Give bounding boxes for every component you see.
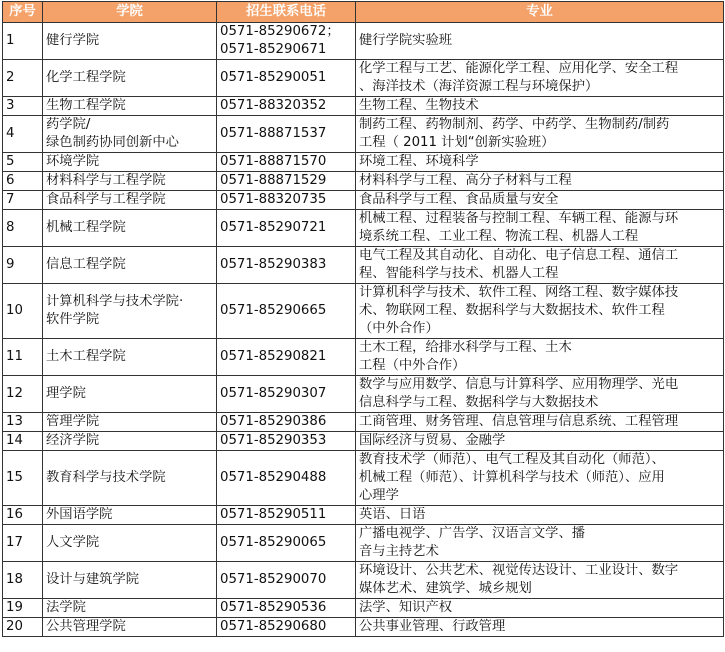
cell-no: 6: [3, 172, 43, 191]
cell-college-line: 经济学院: [46, 433, 100, 448]
cell-college-line: 计算机科学与技术学院·: [46, 294, 184, 309]
cell-phone: [217, 116, 356, 153]
cell-major-line: 食品科学与工程、食品质量与安全: [359, 192, 559, 207]
table-row: [3, 97, 724, 116]
cell-phone: [217, 432, 356, 451]
table-row: [3, 413, 724, 432]
cell-phone-line: 0571-85290671: [220, 42, 327, 57]
cell-college-line: 食品科学与工程学院: [46, 192, 166, 207]
cell-no: 17: [3, 525, 43, 562]
cell-phone: [217, 191, 356, 210]
cell-major-line: 材料科学与工程、高分子材料与工程: [359, 173, 572, 188]
cell-phone-line: 0571-85290065: [220, 535, 327, 550]
cell-college-line: 公共管理学院: [46, 619, 126, 634]
table-row: [3, 191, 724, 210]
header-college: 学院: [43, 2, 217, 23]
cell-college-line: 机械工程学院: [46, 220, 126, 235]
table-row: [3, 23, 724, 60]
cell-college-line: 设计与建筑学院: [46, 572, 140, 587]
cell-college-line: 材料科学与工程学院: [46, 173, 166, 188]
table-row: [3, 562, 724, 599]
cell-college-line: 软件学院: [46, 312, 100, 327]
cell-college: [43, 210, 217, 247]
cell-phone: [217, 506, 356, 525]
table-row: [3, 339, 724, 376]
cell-phone: [217, 153, 356, 172]
cell-phone: [217, 60, 356, 97]
cell-no: 2: [3, 60, 43, 97]
cell-major-line: 土木工程，给排水科学与工程、土木: [359, 340, 572, 355]
cell-phone: [217, 339, 356, 376]
table-row: [3, 247, 724, 284]
cell-major: [356, 376, 724, 413]
cell-phone: [217, 247, 356, 284]
cell-major-line: 计算机科学与技术、软件工程、网络工程、数字媒体技: [359, 285, 679, 300]
cell-major: [356, 210, 724, 247]
cell-college: [43, 97, 217, 116]
cell-no: 7: [3, 191, 43, 210]
cell-major: [356, 172, 724, 191]
cell-phone-line: 0571-85290386: [220, 414, 327, 429]
cell-major-line: 媒体艺术、建筑学、城乡规划: [359, 581, 532, 596]
cell-no: 3: [3, 97, 43, 116]
cell-college: [43, 153, 217, 172]
cell-college: [43, 247, 217, 284]
table-row: [3, 376, 724, 413]
table-row: [3, 599, 724, 618]
cell-major-line: 教育技术学（师范）、电气工程及其自动化（师范）、: [359, 452, 665, 467]
cell-phone-line: 0571-85290353: [220, 433, 327, 448]
cell-college-line: 人文学院: [46, 535, 100, 550]
cell-major: [356, 451, 724, 506]
table-row: [3, 432, 724, 451]
cell-major: [356, 413, 724, 432]
cell-major-line: 数学与应用数学、信息与计算科学、应用物理学、光电: [359, 377, 679, 392]
cell-major-line: 广播电视学、广告学、汉语言文学、播: [359, 526, 586, 541]
cell-major-line: 法学、知识产权: [359, 600, 453, 615]
cell-major: [356, 247, 724, 284]
cell-major: [356, 60, 724, 97]
cell-major-line: 工程（中外合作）: [359, 358, 466, 373]
cell-phone-line: 0571-85290665: [220, 303, 327, 318]
admissions-table: [2, 1, 724, 637]
table-row: [3, 172, 724, 191]
table-row: [3, 60, 724, 97]
table-row: [3, 618, 724, 637]
table-row: [3, 210, 724, 247]
cell-no: 4: [3, 116, 43, 153]
cell-major: [356, 116, 724, 153]
table-header-row: [3, 2, 724, 23]
cell-college-line: 环境学院: [46, 154, 100, 169]
cell-no: 12: [3, 376, 43, 413]
cell-college-line: 外国语学院: [46, 507, 113, 522]
cell-phone: [217, 618, 356, 637]
cell-phone-line: 0571-88871570: [220, 154, 327, 169]
cell-major: [356, 618, 724, 637]
cell-college: [43, 116, 217, 153]
cell-college: [43, 339, 217, 376]
cell-college: [43, 60, 217, 97]
cell-college: [43, 599, 217, 618]
cell-major-line: 工商管理、财务管理、信息管理与信息系统、工程管理: [359, 414, 679, 429]
cell-phone-line: 0571-85290680: [220, 619, 327, 634]
cell-phone-line: 0571-85290672；: [220, 24, 340, 39]
cell-no: 9: [3, 247, 43, 284]
cell-college-line: 管理学院: [46, 414, 100, 429]
cell-phone-line: 0571-85290070: [220, 572, 327, 587]
cell-college: [43, 506, 217, 525]
cell-no: 1: [3, 23, 43, 60]
cell-phone: [217, 376, 356, 413]
table-row: [3, 506, 724, 525]
header-phone: 招生联系电话: [217, 2, 356, 23]
header-major: 专业: [356, 2, 724, 23]
cell-major-line: 机械工程（师范）、计算机科学与技术（师范）、应用: [359, 470, 665, 485]
cell-no: 8: [3, 210, 43, 247]
cell-no: 14: [3, 432, 43, 451]
cell-college: [43, 284, 217, 339]
cell-college: [43, 525, 217, 562]
cell-phone-line: 0571-85290488: [220, 470, 327, 485]
cell-college: [43, 23, 217, 60]
table-row: [3, 525, 724, 562]
cell-major: [356, 191, 724, 210]
cell-phone-line: 0571-85290051: [220, 70, 327, 85]
cell-college-line: 药学院/: [46, 117, 91, 132]
cell-phone-line: 0571-88320352: [220, 98, 327, 113]
cell-college: [43, 618, 217, 637]
cell-phone: [217, 525, 356, 562]
cell-major-line: 化学工程与工艺、能源化学工程、应用化学、安全工程: [359, 61, 679, 76]
cell-major-line: （中外合作）: [359, 321, 439, 336]
cell-college-line: 教育科学与技术学院: [46, 470, 166, 485]
cell-phone: [217, 97, 356, 116]
cell-no: 18: [3, 562, 43, 599]
cell-college-line: 法学院: [46, 600, 86, 615]
cell-major: [356, 97, 724, 116]
cell-phone-line: 0571-85290721: [220, 220, 327, 235]
cell-phone-line: 0571-88320735: [220, 192, 327, 207]
cell-phone-line: 0571-85290511: [220, 507, 327, 522]
cell-major-line: 公共事业管理、行政管理: [359, 619, 506, 634]
cell-college-line: 绿色制药协同创新中心: [46, 135, 179, 150]
cell-major-line: 英语、日语: [359, 507, 426, 522]
cell-phone: [217, 562, 356, 599]
cell-major-line: 、海洋技术（海洋资源工程与环境保护）: [359, 79, 599, 94]
cell-no: 15: [3, 451, 43, 506]
cell-major-line: 健行学院实验班: [359, 33, 453, 48]
table-row: [3, 116, 724, 153]
cell-phone: [217, 413, 356, 432]
cell-phone: [217, 210, 356, 247]
table-row: [3, 451, 724, 506]
cell-college-line: 化学工程学院: [46, 70, 126, 85]
cell-phone-line: 0571-88871529: [220, 173, 327, 188]
cell-phone: [217, 451, 356, 506]
cell-college-line: 生物工程学院: [46, 98, 126, 113]
cell-major-line: 国际经济与贸易、金融学: [359, 433, 506, 448]
cell-phone-line: 0571-85290307: [220, 386, 327, 401]
cell-phone-line: 0571-85290536: [220, 600, 327, 615]
cell-major: [356, 562, 724, 599]
cell-major-line: 环境工程、环境科学: [359, 154, 479, 169]
cell-major: [356, 153, 724, 172]
cell-major-line: 信息科学与工程、数据科学与大数据技术: [359, 395, 599, 410]
cell-major-line: 术、物联网工程、数据科学与大数据技术、软件工程: [359, 303, 665, 318]
cell-college: [43, 376, 217, 413]
cell-phone: [217, 172, 356, 191]
cell-major-line: 环境设计、公共艺术、视觉传达设计、工业设计、数字: [359, 563, 679, 578]
cell-major-line: 机械工程、过程装备与控制工程、车辆工程、能源与环: [359, 211, 679, 226]
cell-major-line: 程、智能科学与技术、机器人工程: [359, 266, 559, 281]
cell-college: [43, 413, 217, 432]
cell-college: [43, 451, 217, 506]
cell-phone-line: 0571-85290821: [220, 349, 327, 364]
cell-phone-line: 0571-88871537: [220, 126, 327, 141]
cell-phone: [217, 284, 356, 339]
cell-major: [356, 339, 724, 376]
cell-phone: [217, 599, 356, 618]
cell-major: [356, 23, 724, 60]
cell-college: [43, 191, 217, 210]
cell-college-line: 土木工程学院: [46, 349, 126, 364]
cell-major: [356, 284, 724, 339]
cell-no: 11: [3, 339, 43, 376]
cell-college: [43, 562, 217, 599]
cell-major-line: 工程（ 2011 计划“创新实验班）: [359, 135, 555, 150]
cell-college: [43, 432, 217, 451]
cell-no: 20: [3, 618, 43, 637]
cell-no: 16: [3, 506, 43, 525]
cell-no: 5: [3, 153, 43, 172]
cell-major-line: 电气工程及其自动化、自动化、电子信息工程、通信工: [359, 248, 679, 263]
cell-major: [356, 525, 724, 562]
cell-major: [356, 599, 724, 618]
cell-college-line: 健行学院: [46, 33, 100, 48]
cell-major-line: 心理学: [359, 488, 399, 503]
cell-major-line: 境系统工程、工业工程、物流工程、机器人工程: [359, 229, 639, 244]
cell-phone: [217, 23, 356, 60]
cell-no: 19: [3, 599, 43, 618]
cell-major: [356, 432, 724, 451]
cell-major-line: 制药工程、药物制剂、药学、中药学、生物制药/制药: [359, 117, 670, 132]
cell-college-line: 信息工程学院: [46, 257, 126, 272]
cell-college: [43, 172, 217, 191]
table-row: [3, 153, 724, 172]
cell-major-line: 生物工程、生物技术: [359, 98, 479, 113]
table-body: [3, 23, 724, 637]
cell-phone-line: 0571-85290383: [220, 257, 327, 272]
cell-no: 10: [3, 284, 43, 339]
cell-major: [356, 506, 724, 525]
cell-college-line: 理学院: [46, 386, 86, 401]
header-no: 序号: [3, 2, 43, 23]
cell-major-line: 音与主持艺术: [359, 544, 439, 559]
cell-no: 13: [3, 413, 43, 432]
table-row: [3, 284, 724, 339]
